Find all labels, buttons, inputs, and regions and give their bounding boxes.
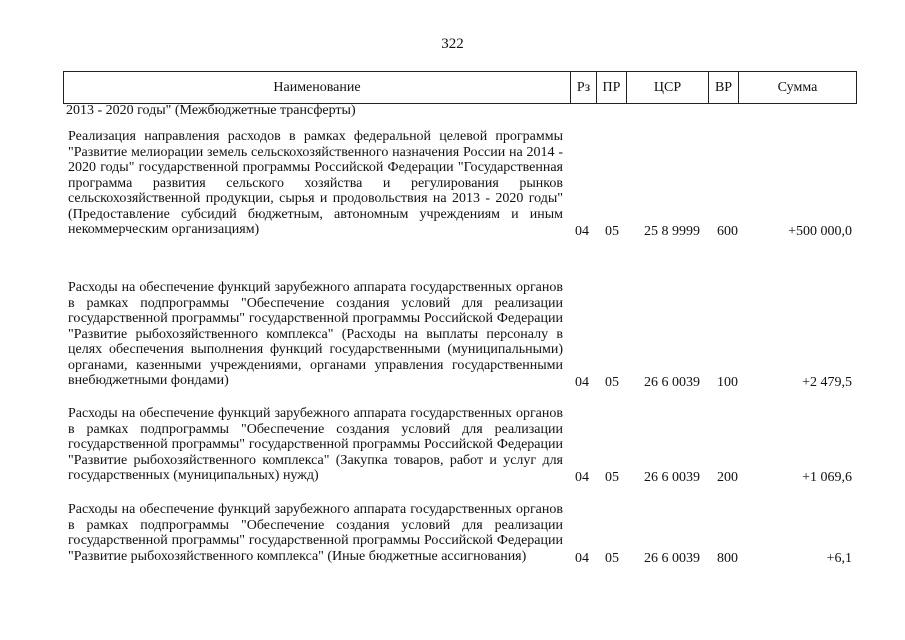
header-vr: ВР (708, 72, 738, 103)
row-rz: 04 (575, 224, 589, 239)
table-header (63, 71, 857, 104)
row-sum: +6,1 (826, 550, 852, 566)
row-pr: 05 (605, 550, 619, 566)
row-name: Расходы на обеспечение функций зарубежного аппарата государственных органов в рамках подпрограммы "Обеспечение создания условий для реализации государственной программы" государственной программы Российской Федерации "Развитие рыбохозяйственного комплекса" (Закупка товаров, работ и услуг для государственных (муниципальных) нужд) (68, 406, 563, 483)
row-csr: 26 6 0039 (644, 550, 700, 566)
row-vr: 800 (717, 550, 738, 566)
row-csr: 25 8 9999 (644, 224, 700, 239)
row-vr: 600 (717, 224, 738, 239)
row-pr: 05 (605, 375, 619, 390)
table-row (68, 129, 858, 238)
header-rz: Рз (570, 72, 596, 103)
row-sum: +2 479,5 (802, 375, 852, 390)
row-vr: 200 (717, 470, 738, 485)
row-sum: +500 000,0 (788, 224, 852, 239)
page-number: 322 (441, 36, 464, 52)
row-pr: 05 (605, 224, 619, 239)
header-csr: ЦСР (626, 72, 708, 103)
row-rz: 04 (575, 470, 589, 485)
table-row (68, 406, 858, 484)
row-sum: +1 069,6 (802, 470, 852, 485)
header-sum: Сумма (738, 72, 856, 103)
row-name: Реализация направления расходов в рамках федеральной целевой программы "Развитие мелиорации земель сельскохозяйственного назначения России на 2014 - 2020 годы" государственной программы Российской Федерации "Государственная программа развития сельского хозяйства и регулирования рынков сельскохозяйственной продукции, сырья и продовольствия на 2013 - 2020 годы" (Предоставление субсидий бюджетным, автономным учреждениям и иным некоммерческим организациям) (68, 129, 563, 237)
row-rz: 04 (575, 375, 589, 390)
header-pr: ПР (596, 72, 626, 103)
header-name: Наименование (273, 79, 361, 95)
row-vr: 100 (717, 375, 738, 390)
row-csr: 26 6 0039 (644, 375, 700, 390)
table-row (68, 280, 858, 389)
row-rz: 04 (575, 550, 589, 566)
row-name: Расходы на обеспечение функций зарубежного аппарата государственных органов в рамках подпрограммы "Обеспечение создания условий для реализации государственной программы" государственной программы Российской Федерации "Развитие рыбохозяйственного комплекса" (Иные бюджетные ассигнования) (68, 502, 563, 564)
table-row (68, 502, 858, 564)
continued-text: 2013 - 2020 годы" (Межбюджетные трансферты) (66, 103, 356, 118)
row-pr: 05 (605, 470, 619, 485)
row-csr: 26 6 0039 (644, 470, 700, 485)
row-name: Расходы на обеспечение функций зарубежного аппарата государственных органов в рамках подпрограммы "Обеспечение создания условий для реализации государственной программы" государственной программы Российской Федерации "Развитие рыбохозяйственного комплекса" (Расходы на выплаты персоналу в целях обеспечения выполнения функций государственными (муниципальными) органами, казенными учреждениями, органами управления государственными внебюджетными фондами) (68, 280, 563, 388)
